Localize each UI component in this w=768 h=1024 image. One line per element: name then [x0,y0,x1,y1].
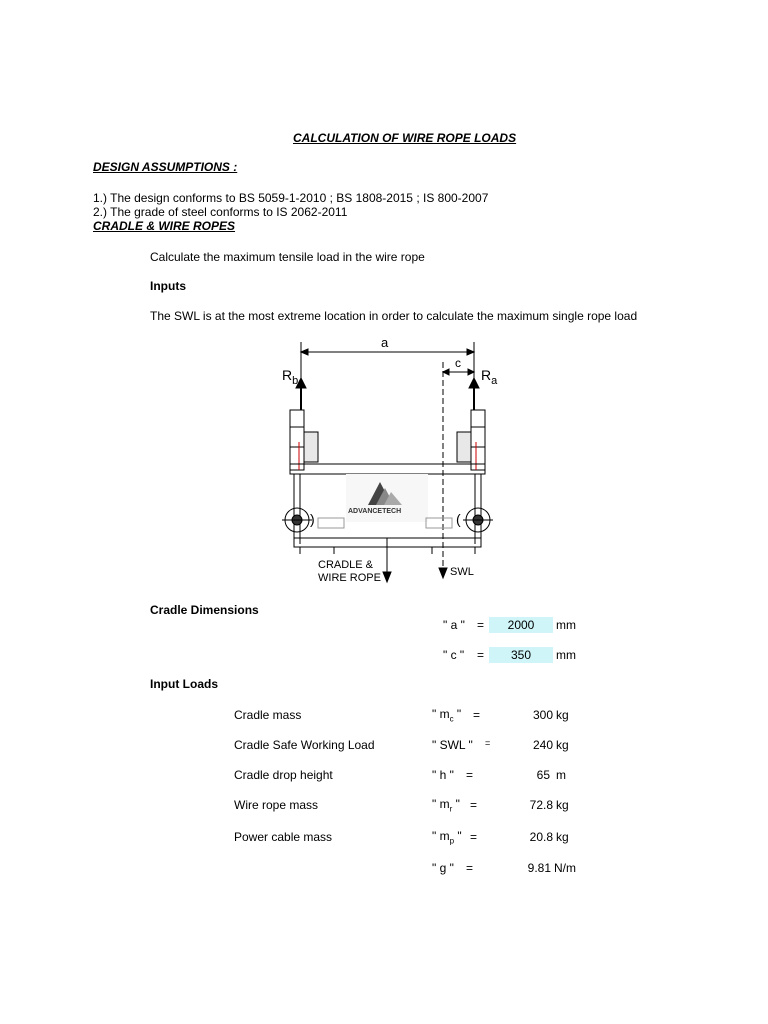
load-label-drop-height: Cradle drop height [234,768,333,782]
load-unit-swl: kg [556,738,569,752]
reaction-subscript: a [491,375,498,387]
dim-a-arrow-left [301,349,308,355]
cradle-diagram [260,332,520,590]
load-symbol-mc: " $m_c$ " [432,707,462,724]
dim-c-unit: mm [556,648,576,662]
page-title: CALCULATION OF WIRE ROPE LOADS [293,131,517,145]
section-heading: CRADLE & WIRE ROPES [93,219,236,233]
dim-a-equals: = [477,618,485,632]
cradle-top-rail [290,464,485,474]
load-equals-mr: = [470,798,478,812]
load-unit-mr: kg [556,798,569,812]
input-loads-heading: Input Loads [150,677,218,691]
load-equals-mp: = [470,830,478,844]
load-value-h: 65 [536,768,550,782]
load-symbol-h: " h " [432,768,454,782]
left-tag-box [318,518,344,528]
left-motor [304,432,318,462]
right-hoist-frame [471,410,485,470]
swl-arrowhead [439,568,447,578]
load-equals-h: = [466,768,474,782]
load-label-power-cable-mass: Power cable mass [234,830,333,844]
cradle-load-arrowhead [383,572,391,582]
load-equals-g: = [466,861,474,875]
left-hoist-frame [290,410,304,470]
dim-a-symbol: " a " [443,618,465,632]
inputs-label: Inputs [150,279,186,293]
load-label-wire-rope-mass: Wire rope mass [234,798,319,812]
dim-c-symbol: " c " [443,648,465,662]
dim-c-arrow-right [468,369,474,375]
ra-arrowhead [469,378,479,388]
load-value-mr: 72.8 [529,798,553,812]
ra-label: $R_a$ [481,367,498,387]
right-tag-box [426,518,452,528]
load-symbol-mr: " $m_r$ " [432,797,460,814]
design-assumptions-heading: DESIGN ASSUMPTIONS : [93,160,238,174]
reaction-subscript: b [292,375,299,387]
svg-text:): ) [310,511,315,527]
section-intro: Calculate the maximum tensile load in the wire rope [150,250,425,264]
load-unit-h: m [556,768,566,782]
cradle-dimensions-heading: Cradle Dimensions [150,603,259,617]
dim-c-equals: = [477,648,485,662]
dim-c-label: c [455,356,461,370]
dim-c-value-cell[interactable]: 350 [489,647,553,663]
dim-a-label: a [381,335,389,350]
svg-text:(: ( [456,511,461,527]
load-value-mc: 300 [532,708,553,722]
load-equals-mc: = [473,708,481,722]
load-equals-swl: = [485,738,491,748]
dim-a-value-cell[interactable]: 2000 [489,617,553,633]
dim-c-arrow-left [443,369,449,375]
dim-a-arrow-right [467,349,474,355]
load-label-swl: Cradle Safe Working Load [234,738,375,752]
assumption-item-1: 1.) The design conforms to BS 5059-1-2010 ; BS 1808-2015 ; IS 800-2007 [93,191,489,205]
load-label-cradle-mass: Cradle mass [234,708,302,722]
swl-label: SWL [450,566,474,578]
load-symbol-swl: " SWL " [432,738,473,752]
section-note: The SWL is at the most extreme location in order to calculate the maximum single rope load [150,309,638,323]
right-motor [457,432,471,462]
load-unit-g: N/m [554,861,576,875]
load-value-g: 9.81 [527,861,551,875]
dim-a-unit: mm [556,618,576,632]
cradle-label-line1: CRADLE & [318,559,374,571]
load-unit-mp: kg [556,830,569,844]
load-symbol-mp: " $m_p$ " [432,829,462,846]
logo-text: ADVANCETECH [348,508,402,515]
cradle-label-line2: WIRE ROPE [318,572,381,584]
rb-label: $R_b$ [282,367,299,387]
assumption-item-2: 2.) The grade of steel conforms to IS 2062-2011 [93,205,348,219]
load-unit-mc: kg [556,708,569,722]
load-value-swl: 240 [532,738,553,752]
load-symbol-g: " g " [432,861,454,875]
load-value-mp: 20.8 [529,830,553,844]
